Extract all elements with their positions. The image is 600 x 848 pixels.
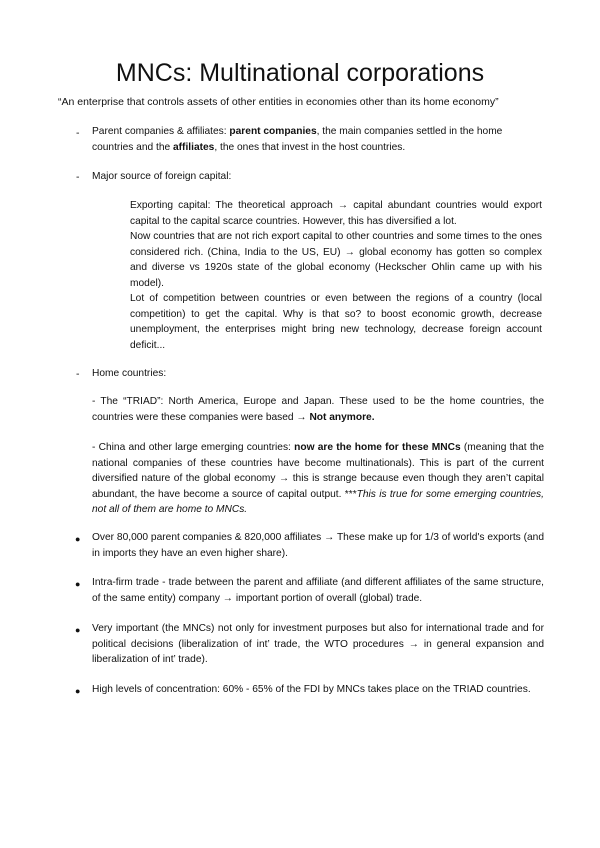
definition-quote: “An enterprise that controls assets of other entities in economies other than its home economy” <box>58 96 499 108</box>
foreign-capital-block <box>130 198 542 353</box>
triad-paragraph: - The “TRIAD”: North America, Europe and Japan. These used to be the home countries, the countries were these companies were based → Not anymore. <box>92 396 544 423</box>
bullet-item-intra-firm-trade: Intra-firm trade - trade between the parent and affiliate (and different affiliates of the same structure, of the same entity) company → important portion of overall (global) trade. <box>92 577 544 604</box>
home-countries-heading: Home countries: <box>92 368 167 379</box>
dash-marker: - <box>76 127 80 139</box>
dash-marker: - <box>76 171 80 183</box>
list-item-home-countries <box>92 366 544 382</box>
page-title: MNCs: Multinational corporations <box>115 59 485 87</box>
parent-companies-text: Parent companies & affiliates: parent companies, the main companies settled in the home countries and the affiliates, the ones that invest in the host countries. <box>92 126 503 153</box>
bullet-marker: ● <box>75 625 81 635</box>
bullet-item-concentration: High levels of concentration: 60% - 65% of the FDI by MNCs takes place on the TRIAD countries. <box>92 684 531 695</box>
bullet-marker: ● <box>75 686 81 696</box>
foreign-capital-para-1: Exporting capital: The theoretical approach → capital abundant countries would export capital to the capital scarce countries. However, this has diversified a lot. <box>130 200 542 227</box>
bullet-marker: ● <box>75 579 81 589</box>
foreign-capital-para-2: Now countries that are not rich export capital to other countries and some times to the ones considered rich. (China, India to the US, EU) → global economy has gotten so complex and diverse vs 1920s state of the global economy (Heckscher Ohlin came up with his model). <box>130 231 542 289</box>
bullet-item-parent-counts: Over 80,000 parent companies & 820,000 affiliates → These make up for 1/3 of world's exports (and in imports they have an even higher share). <box>92 532 544 559</box>
list-item-parent-companies <box>92 124 544 155</box>
foreign-capital-para-3: Lot of competition between countries or even between the regions of a country (local competition) to get the capital. Why is that so? to boost economic growth, decrease unemployment, the enterprises might bring new technology, decrease foreign account deficit... <box>130 293 542 351</box>
china-paragraph: - China and other large emerging countries: now are the home for these MNCs (meaning that the national companies of these countries have become multinationals). This is part of the current diversified nature of the global economy → this is strange because even though they aren’t capital abundant, the have become a source of capital output. ***This is true for some emerging countries, not all of them are home to MNCs. <box>92 442 544 515</box>
foreign-capital-heading: Major source of foreign capital: <box>92 171 232 182</box>
list-item-foreign-capital <box>92 169 544 185</box>
dash-marker: - <box>76 368 80 380</box>
bullet-marker: ● <box>75 534 81 544</box>
bullet-item-importance: Very important (the MNCs) not only for investment purposes but also for international trade and for political decisions (liberalization of int’ trade, the WTO procedures → in general expansion and liberalization of int’ trade). <box>92 623 544 665</box>
